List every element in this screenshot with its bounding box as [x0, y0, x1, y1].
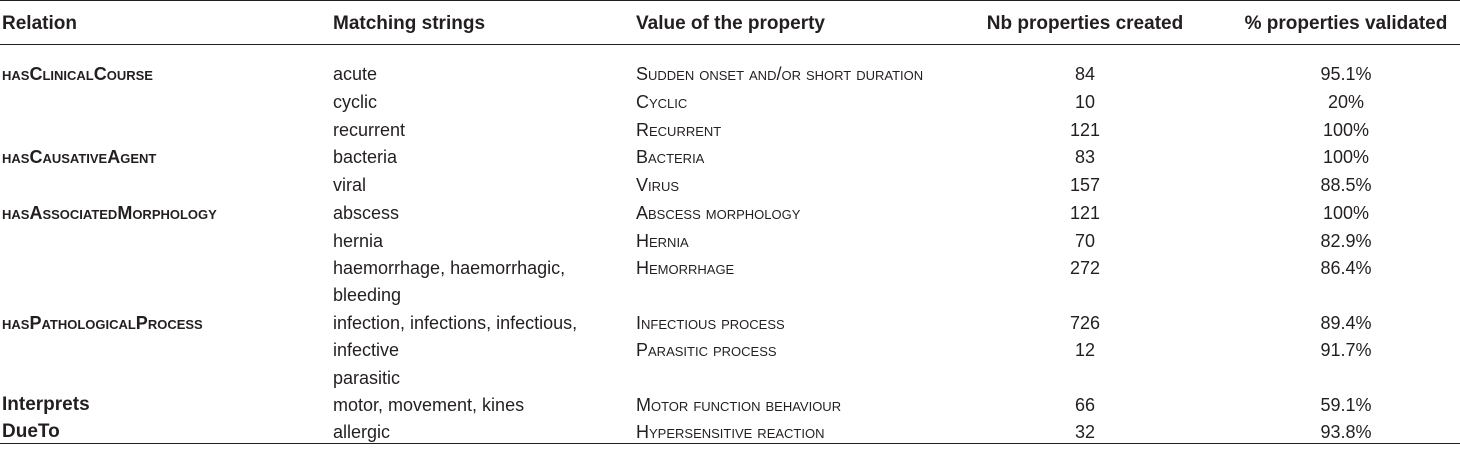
relation-cell: hasClinicalCourse	[2, 64, 153, 84]
nb-cell: 121	[1069, 120, 1101, 140]
value-cell: Bacteria	[636, 147, 705, 167]
pct-cell: 100%	[1322, 203, 1370, 223]
value-cell: Infectious process	[636, 313, 785, 333]
pct-cell: 89.4%	[1320, 313, 1372, 333]
matching-cell: acute	[333, 64, 378, 84]
matching-cell: abscess	[333, 203, 400, 223]
relation-cell: Interprets	[2, 394, 90, 415]
matching-cell: hernia	[333, 231, 384, 251]
value-cell: Hypersensitive reaction	[636, 422, 825, 442]
top-rule	[0, 0, 1460, 1]
value-cell: Parasitic process	[636, 340, 777, 360]
matching-cell: motor, movement, kines	[333, 395, 525, 415]
header-pct-properties-validated: % properties validated	[1244, 13, 1448, 34]
table-row	[0, 91, 1460, 119]
pct-cell: 20%	[1327, 92, 1365, 112]
pct-cell: 100%	[1322, 147, 1370, 167]
value-cell: Motor function behaviour	[636, 395, 842, 415]
header-nb-properties-created: Nb properties created	[986, 13, 1184, 34]
value-cell: Hemorrhage	[636, 258, 735, 278]
nb-cell: 10	[1074, 92, 1096, 112]
pct-cell: 86.4%	[1320, 258, 1372, 278]
matching-cell: infection, infections, infectious,	[333, 313, 578, 333]
matching-cell: recurrent	[333, 120, 406, 140]
table-row	[0, 146, 1460, 174]
relation-cell: DueTo	[2, 421, 60, 442]
table-row	[0, 257, 1460, 285]
value-cell: Virus	[636, 175, 680, 195]
table-row	[0, 230, 1460, 258]
pct-cell: 100%	[1322, 120, 1370, 140]
matching-cell: bacteria	[333, 147, 398, 167]
relation-cell: hasCausativeAgent	[2, 147, 157, 167]
table-row	[0, 119, 1460, 147]
nb-cell: 83	[1074, 147, 1096, 167]
table-row	[0, 284, 1460, 312]
table-row	[0, 174, 1460, 202]
matching-cell: cyclic	[333, 92, 377, 112]
pct-cell: 82.9%	[1320, 231, 1372, 251]
nb-cell: 12	[1074, 340, 1096, 360]
table-row	[0, 394, 1460, 422]
nb-cell: 726	[1069, 313, 1101, 333]
nb-cell: 84	[1074, 64, 1096, 84]
table-row	[0, 421, 1460, 449]
matching-cell: haemorrhage, haemorrhagic,	[333, 258, 566, 278]
nb-cell: 70	[1074, 231, 1096, 251]
table-row	[0, 312, 1460, 340]
pct-cell: 88.5%	[1320, 175, 1372, 195]
table-row	[0, 202, 1460, 230]
matching-cell: parasitic	[333, 368, 401, 388]
relation-cell: hasPathologicalProcess	[2, 313, 203, 333]
nb-cell: 66	[1074, 395, 1096, 415]
nb-cell: 32	[1074, 422, 1096, 442]
nb-cell: 272	[1069, 258, 1101, 278]
header-rule	[0, 44, 1460, 45]
pct-cell: 95.1%	[1320, 64, 1372, 84]
header-value-of-property: Value of the property	[636, 13, 825, 34]
header-relation: Relation	[2, 13, 77, 34]
relation-cell: hasAssociatedMorphology	[2, 203, 217, 223]
matching-cell: infective	[333, 340, 400, 360]
value-cell: Cyclic	[636, 92, 688, 112]
table-row	[0, 63, 1460, 91]
value-cell: Recurrent	[636, 120, 722, 140]
pct-cell: 91.7%	[1320, 340, 1372, 360]
table-row	[0, 367, 1460, 395]
table-row	[0, 339, 1460, 367]
nb-cell: 121	[1069, 203, 1101, 223]
nb-cell: 157	[1069, 175, 1101, 195]
matching-cell: viral	[333, 175, 367, 195]
header-matching-strings: Matching strings	[333, 13, 486, 34]
value-cell: Abscess morphology	[636, 203, 801, 223]
matching-cell: bleeding	[333, 285, 402, 305]
pct-cell: 59.1%	[1320, 395, 1372, 415]
value-cell: Sudden onset and/or short duration	[636, 64, 924, 84]
value-cell: Hernia	[636, 231, 689, 251]
pct-cell: 93.8%	[1320, 422, 1372, 442]
matching-cell: allergic	[333, 422, 391, 442]
